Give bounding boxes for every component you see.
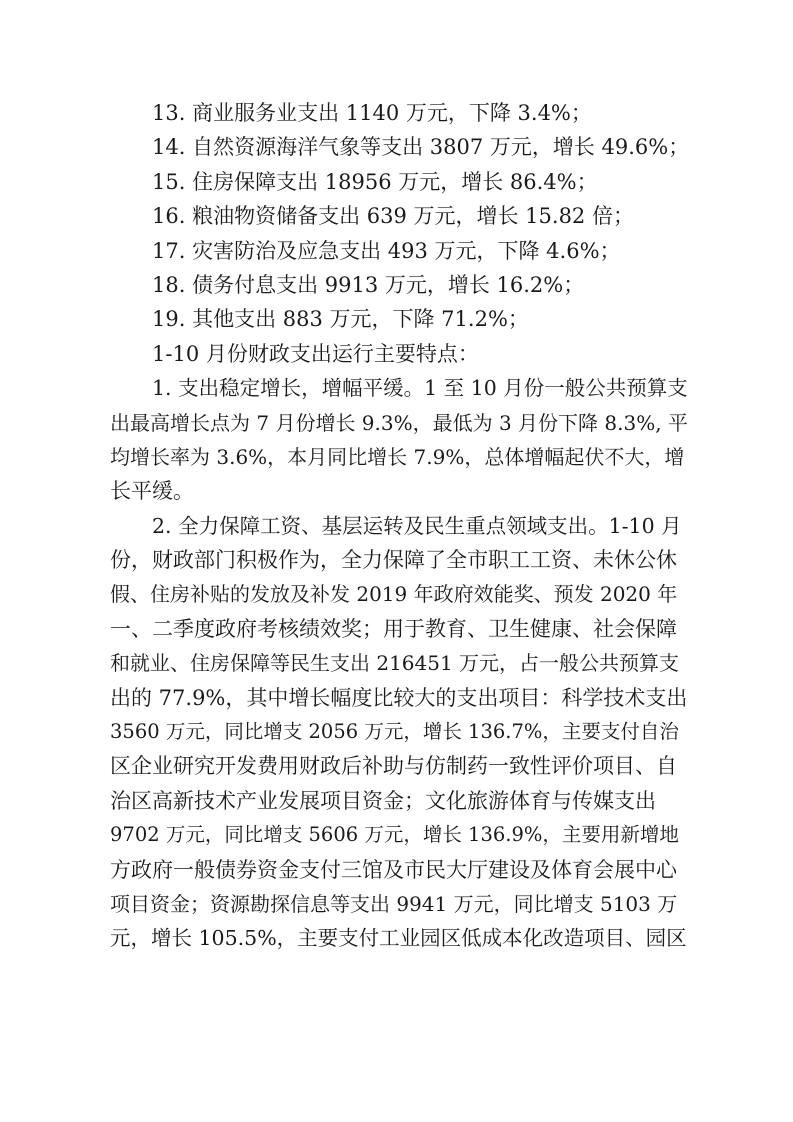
- paragraph-line: 区企业研究开发费用财政后补助与仿制药一致性评价项目、自: [110, 754, 677, 779]
- paragraph-1: [110, 371, 690, 509]
- paragraph-line: 项目资金；资源勘探信息等支出 9941 万元，同比增支 5103 万: [110, 891, 678, 916]
- paragraph-line: 假、住房补贴的发放及补发 2019 年政府效能奖、预发 2020 年: [110, 582, 678, 607]
- list-item: 16. 粮油物资储备支出 639 万元，增长 15.82 倍；: [152, 204, 634, 229]
- list-item: 17. 灾害防治及应急支出 493 万元，下降 4.6%；: [152, 238, 621, 263]
- list-item: 13. 商业服务业支出 1140 万元，下降 3.4%；: [152, 101, 592, 125]
- paragraph-line: 份，财政部门积极作为，全力保障了全市职工工资、未休公休: [110, 548, 677, 573]
- document-page: [110, 96, 690, 956]
- paragraph-line: 2. 全力保障工资、基层运转及民生重点领域支出。1-10 月: [152, 513, 682, 538]
- paragraph-line: 9702 万元，同比增支 5606 万元，增长 136.9%，主要用新增地: [110, 823, 679, 847]
- paragraph-line: 出最高增长点为 7 月份增长 9.3%，最低为 3 月份下降 8.3%, 平: [110, 410, 688, 435]
- paragraph-line: 方政府一般债券资金支付三馆及市民大厅建设及体育会展中心: [110, 857, 677, 882]
- section-heading: 1-10 月份财政支出运行主要特点：: [152, 341, 479, 366]
- list-item: 14. 自然资源海洋气象等支出 3807 万元，增长 49.6%；: [152, 135, 690, 160]
- paragraph-line: 元，增长 105.5%，主要支付工业园区低成本化改造项目、园区: [110, 926, 687, 951]
- paragraph-line: 均增长率为 3.6%，本月同比增长 7.9%，总体增幅起伏不大，增: [110, 444, 685, 469]
- paragraph-line: 和就业、住房保障等民生支出 216451 万元，占一般公共预算支: [110, 651, 680, 676]
- paragraph-line: 3560 万元，同比增支 2056 万元，增长 136.7%，主要支付自治: [110, 720, 679, 744]
- paragraph-2: [110, 509, 690, 956]
- list-item: 18. 债务付息支出 9913 万元，增长 16.2%；: [152, 272, 585, 297]
- paragraph-line: 出的 77.9%，其中增长幅度比较大的支出项目：科学技术支出: [110, 685, 688, 710]
- paragraph-line: 一、二季度政府考核绩效奖；用于教育、卫生健康、社会保障: [110, 616, 677, 641]
- paragraph-line: 1. 支出稳定增长，增幅平缓。1 至 10 月份一般公共预算支: [152, 376, 688, 401]
- list-item: 15. 住房保障支出 18956 万元，增长 86.4%；: [152, 169, 598, 194]
- paragraph-line: 长平缓。: [110, 479, 194, 504]
- list-item: 19. 其他支出 883 万元，下降 71.2%；: [152, 307, 529, 332]
- paragraph-line: 治区高新技术产业发展项目资金；文化旅游体育与传媒支出: [110, 788, 656, 813]
